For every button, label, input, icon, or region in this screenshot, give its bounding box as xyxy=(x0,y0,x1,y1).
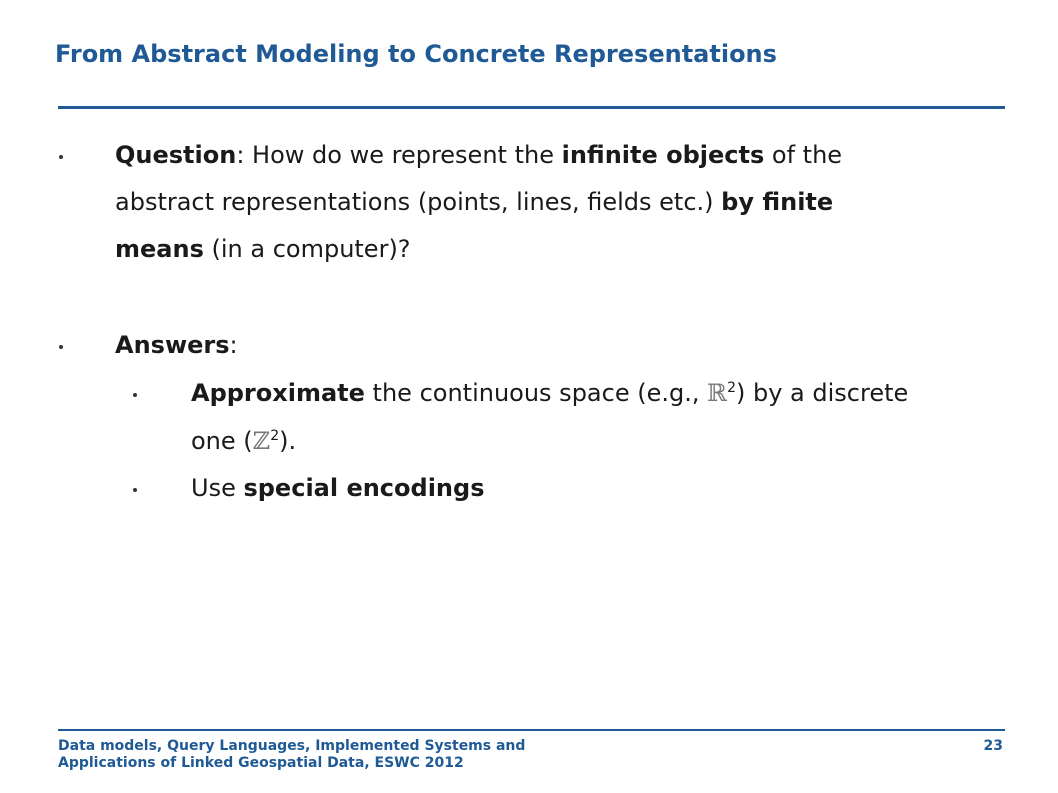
question-line-1: Question: How do we represent the infinite objects of the xyxy=(115,141,843,169)
bullet-dot xyxy=(59,345,63,349)
bullet-dot xyxy=(59,155,63,159)
encodings-line: Use special encodings xyxy=(191,474,485,502)
sub-bullet-dot xyxy=(133,488,137,492)
reals-symbol: ℝ xyxy=(707,379,728,407)
slide-title: From Abstract Modeling to Concrete Representations xyxy=(55,40,777,68)
question-line-3: means (in a computer)? xyxy=(115,235,411,263)
sub-bullet-dot xyxy=(133,393,137,397)
answers-line: Answers: xyxy=(115,331,238,359)
question-line-2: abstract representations (points, lines, fields etc.) by finite xyxy=(115,188,834,216)
approximate-line-2: one (ℤ$^2$). xyxy=(191,427,297,455)
approximate-line-1: Approximate the continuous space (e.g., ℝ$^2$) by a discrete xyxy=(191,379,909,407)
answers-label: Answers xyxy=(115,331,230,359)
page-number: 23 xyxy=(983,738,1003,754)
footer-divider xyxy=(58,729,1005,731)
title-divider xyxy=(58,106,1005,109)
footer-caption: Data models, Query Languages, Implemented Systems and Applications of Linked Geospatial Data, ESWC 2012 xyxy=(58,738,526,771)
integers-symbol: ℤ xyxy=(252,427,271,455)
question-label: Question xyxy=(115,141,237,169)
